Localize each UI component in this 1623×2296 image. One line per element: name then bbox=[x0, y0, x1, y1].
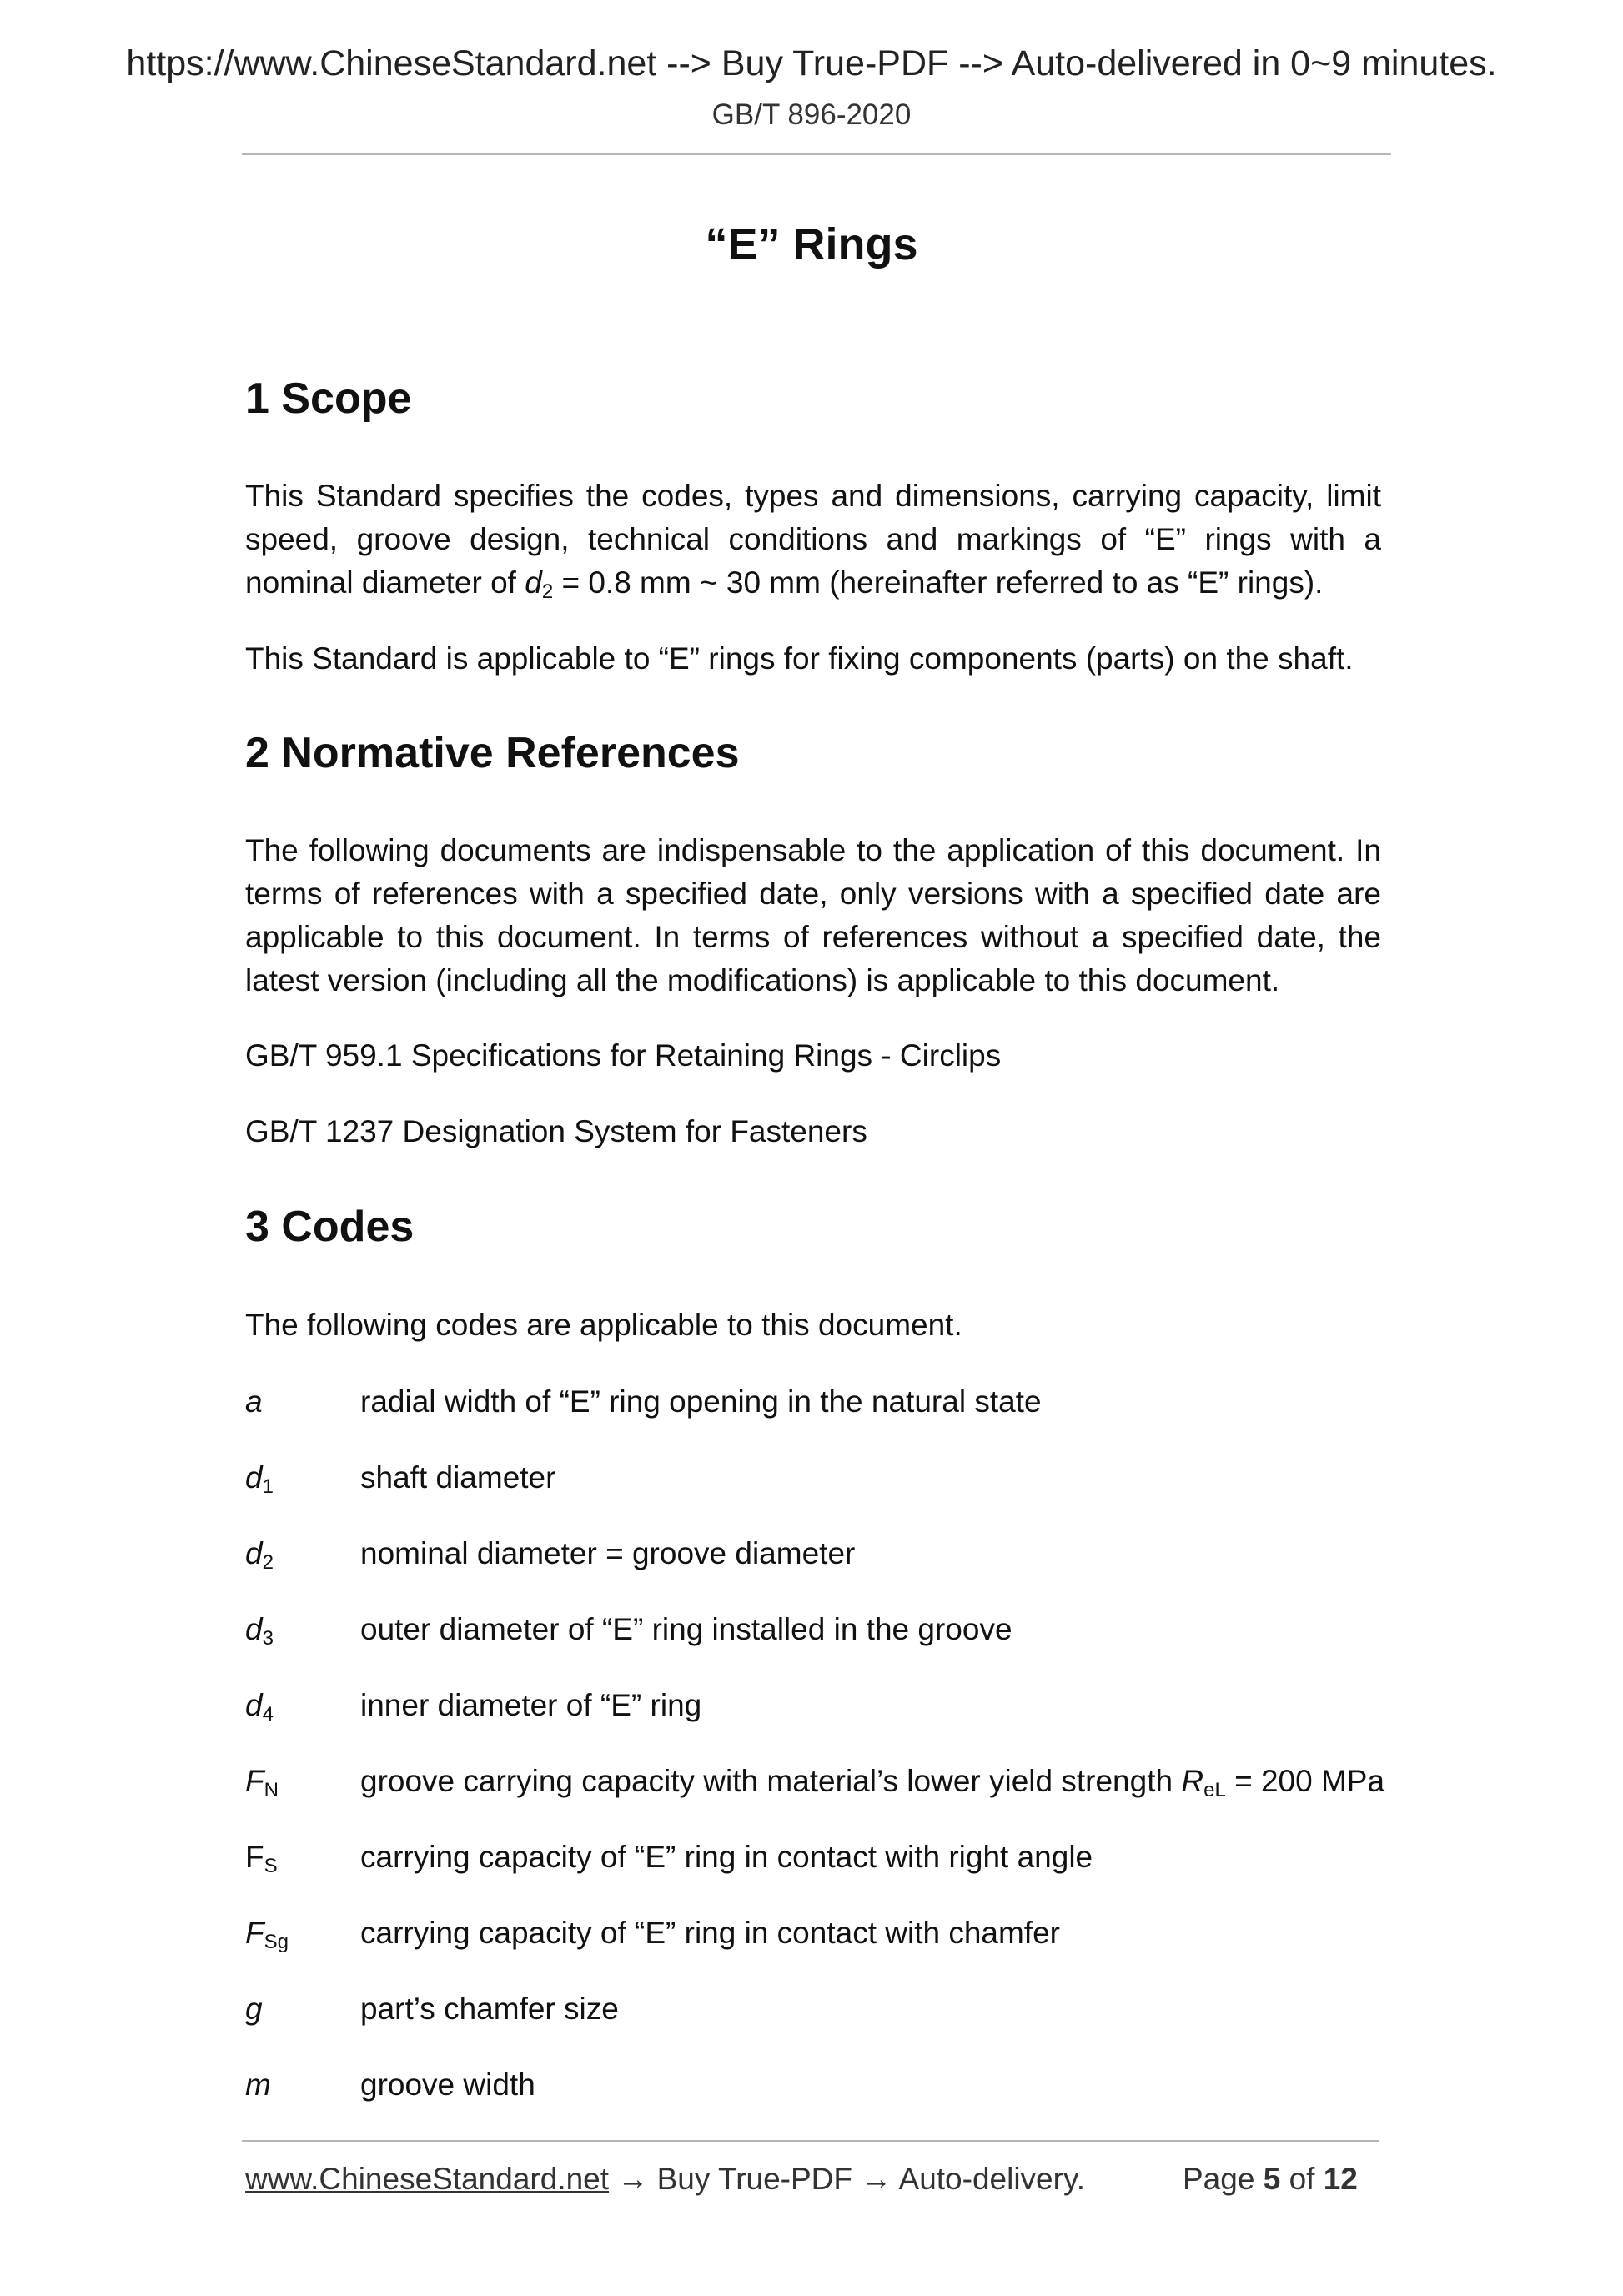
website-link[interactable]: www.ChineseStandard.net bbox=[245, 2162, 610, 2196]
code-symbol: $F_S$ bbox=[245, 1840, 278, 1877]
reference-item: GB/T 959.1 Specifications for Retaining Rings - Circlips bbox=[245, 1038, 1002, 1073]
code-description: carrying capacity of “E” ring in contact with right angle bbox=[360, 1840, 1093, 1874]
scope-paragraph-1: This Standard specifies the codes, types and dimensions, carrying capacity, limit speed, groove design, technical conditions and markings of “E” rings with a nominal diameter of $d_2 = 0.8$ mm ~ 30 mm (hereinafter referred to as “E” rings). bbox=[245, 479, 1381, 603]
code-symbol: $d_3$ bbox=[245, 1612, 274, 1650]
code-symbol: $d_2$ bbox=[245, 1536, 274, 1574]
code-symbol: $F_N$ bbox=[245, 1764, 279, 1801]
code-description: groove width bbox=[360, 2067, 535, 2102]
source-banner: https://www.ChineseStandard.net --> Buy True-PDF --> Auto-delivered in 0~9 minutes. bbox=[126, 43, 1497, 83]
reference-item: GB/T 1237 Designation System for Fasteners bbox=[245, 1114, 867, 1148]
code-symbol: $F_{Sg}$ bbox=[245, 1916, 289, 1953]
section-1-heading: 1 Scope bbox=[245, 374, 412, 423]
footer-text: www.ChineseStandard.net → Buy True-PDF → Auto-delivery. bbox=[245, 2162, 1085, 2196]
scope-paragraph-2: This Standard is applicable to “E” rings for fixing components (parts) on the shaft. bbox=[245, 641, 1354, 676]
code-description: nominal diameter = groove diameter bbox=[360, 1536, 856, 1570]
code-description: part’s chamfer size bbox=[360, 1992, 619, 2026]
references-paragraph: The following documents are indispensable to the application of this document. In terms of references with a specified date, only versions with a specified date are applicable to this document. In terms of references without a specified date, the latest version (including all the modifications) is applicable to this document. bbox=[245, 833, 1381, 997]
footer-divider bbox=[242, 2140, 1379, 2142]
code-symbol: a bbox=[245, 1384, 263, 1419]
codes-intro: The following codes are applicable to this document. bbox=[245, 1308, 962, 1342]
code-symbol: $d_1$ bbox=[245, 1460, 274, 1498]
standard-code: GB/T 896-2020 bbox=[711, 98, 912, 131]
code-description: radial width of “E” ring opening in the natural state bbox=[360, 1384, 1042, 1419]
code-symbol: m bbox=[245, 2067, 271, 2102]
page-number: Page 5 of 12 bbox=[1183, 2162, 1358, 2196]
code-symbol: g bbox=[245, 1992, 263, 2026]
section-2-heading: 2 Normative References bbox=[245, 729, 740, 777]
code-description: shaft diameter bbox=[360, 1460, 556, 1495]
header-divider bbox=[242, 153, 1391, 155]
code-description: groove carrying capacity with material’s lower yield strength $R_{eL} = 200$ MPa bbox=[360, 1764, 1385, 1801]
document-title: “E” Rings bbox=[705, 219, 918, 269]
code-description: outer diameter of “E” ring installed in the groove bbox=[360, 1612, 1012, 1646]
code-description: inner diameter of “E” ring bbox=[360, 1688, 702, 1722]
code-description: carrying capacity of “E” ring in contact with chamfer bbox=[360, 1916, 1060, 1950]
section-3-heading: 3 Codes bbox=[245, 1203, 415, 1251]
code-symbol: $d_4$ bbox=[245, 1688, 274, 1726]
